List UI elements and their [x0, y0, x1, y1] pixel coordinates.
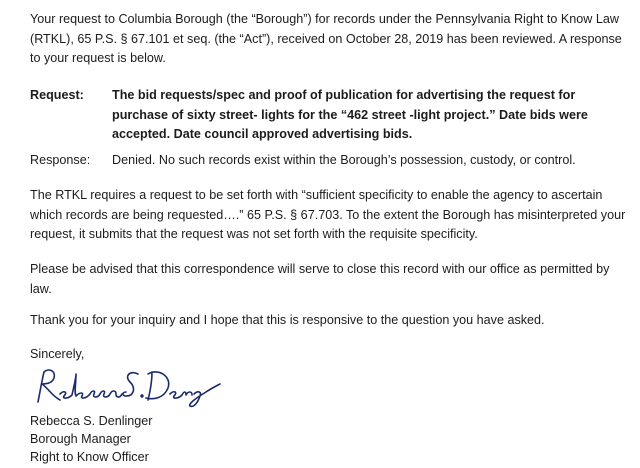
- signature-block: [30, 412, 280, 466]
- response-text: Denied. No such records exist within the Borough’s possession, custody, or control.: [112, 153, 576, 167]
- handwritten-signature: [30, 362, 230, 412]
- request-text: The bid requests/spec and proof of publication for advertising the request for purchase of sixty street- lights for the “462 street -light project.” Date bids were accepted. Date council approved advertising bids.: [112, 88, 588, 141]
- advised-paragraph: Please be advised that this correspondence will serve to close this record with our office as permitted by law.: [30, 262, 610, 296]
- response-label: Response:: [30, 153, 91, 167]
- rtkl-paragraph: The RTKL requires a request to be set forth with “sufficient specificity to enable the agency to ascertain which records are being requested….” 65 P.S. § 67.703. To the extent the Borough has misinterpreted your request, it submits that the request was not set forth with the requisite specificity.: [30, 188, 626, 241]
- thanks-paragraph: Thank you for your inquiry and I hope that this is responsive to the question you have asked.: [30, 313, 545, 327]
- request-label: Request:: [30, 88, 84, 102]
- signer-name: Rebecca S. Denlinger: [30, 414, 153, 428]
- signer-title: Borough Manager: [30, 432, 131, 446]
- intro-paragraph: Your request to Columbia Borough (the “Borough”) for records under the Pennsylvania Right to Know Law (RTKL), 65 P.S. § 67.101 et seq. (the “Act”), received on October 28, 2019 has been reviewed. A response to your request is below.: [30, 12, 622, 65]
- closing-text: Sincerely,: [30, 347, 85, 361]
- signer-role: Right to Know Officer: [30, 450, 149, 464]
